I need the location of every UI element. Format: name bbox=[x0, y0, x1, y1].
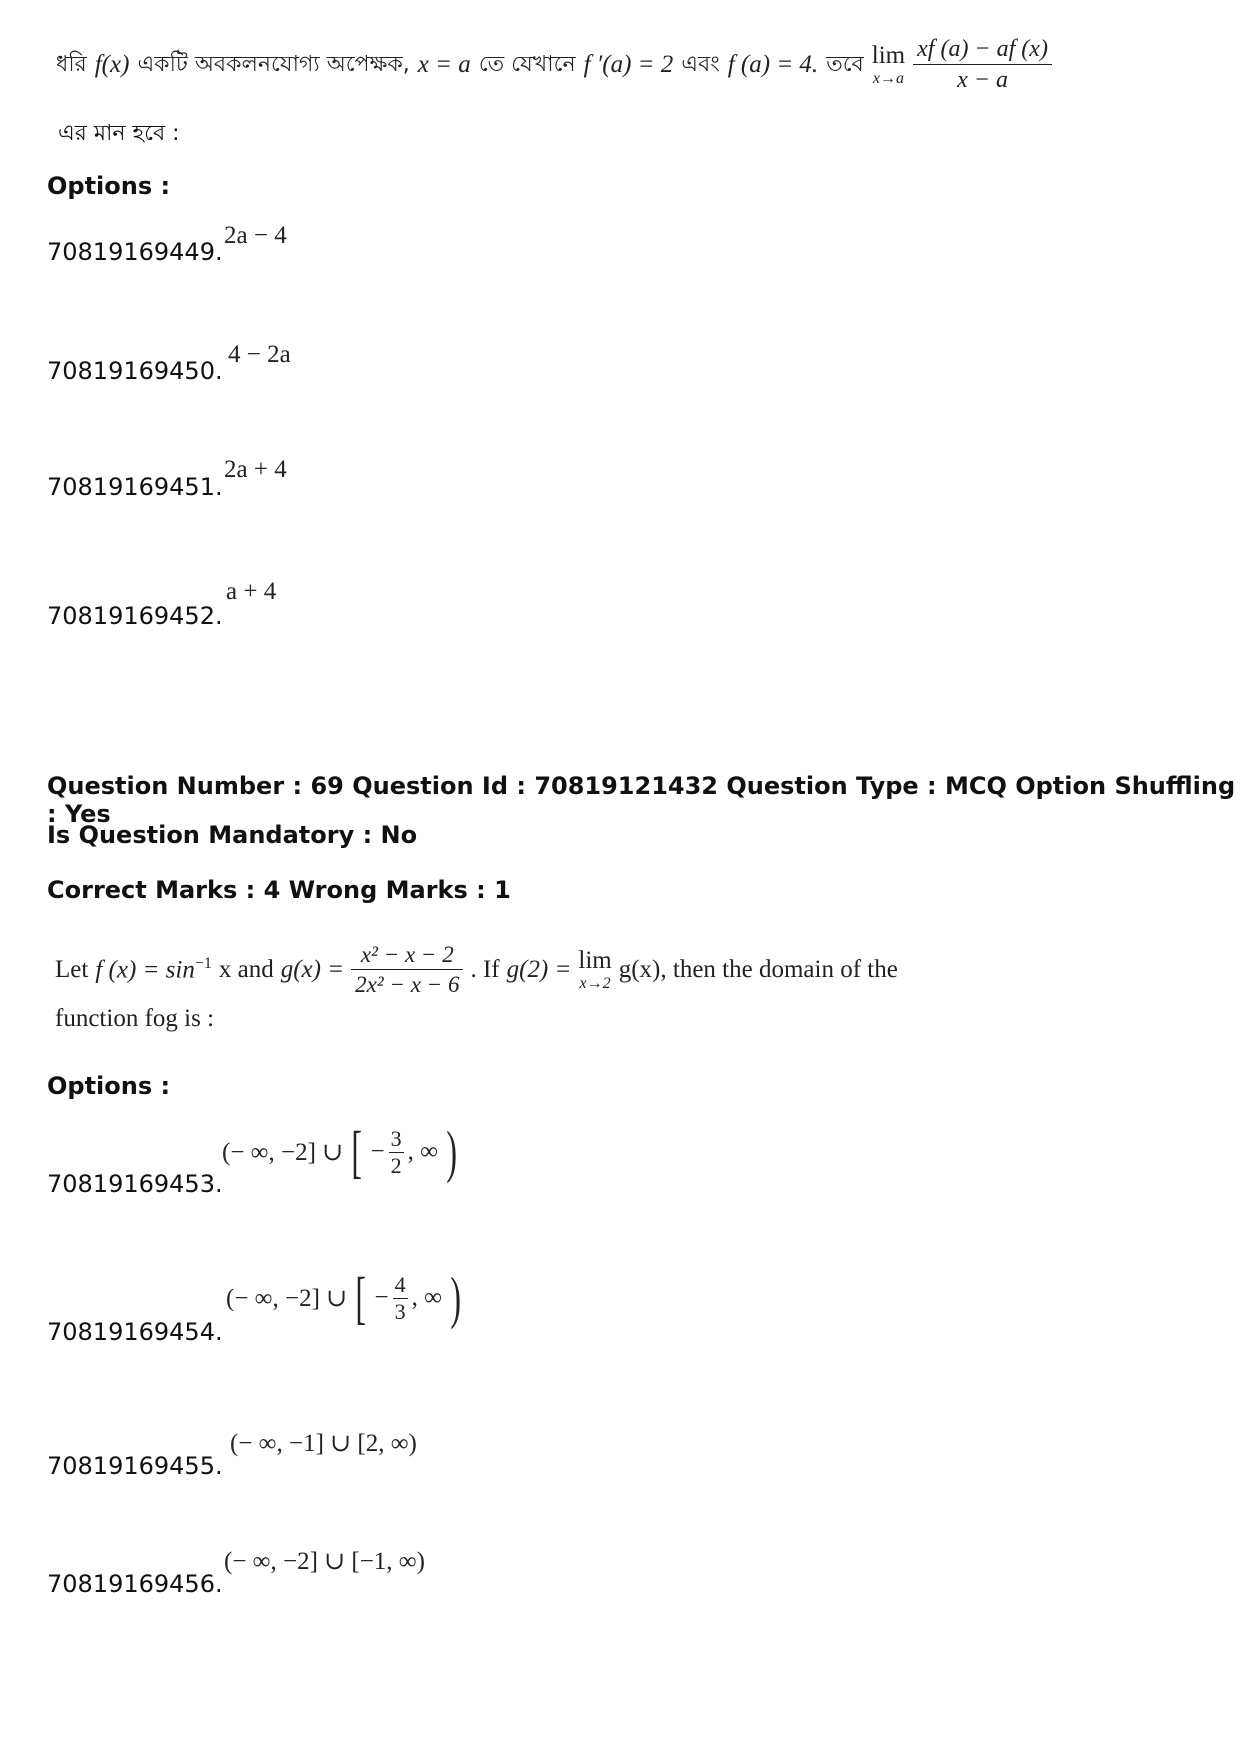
q68-stem-prefix: ধরি bbox=[56, 51, 87, 77]
q68-lim-sub: x→a bbox=[872, 69, 904, 87]
q68-stem-line2: এর মান হবে : bbox=[58, 121, 180, 146]
q69-option-3-id: 70819169455. bbox=[47, 1452, 223, 1480]
q68-limit bbox=[872, 42, 905, 87]
q68-lim-word: lim bbox=[871, 42, 906, 70]
q69-lim-word: lim bbox=[578, 947, 612, 975]
q68-option-4-text[interactable]: a + 4 bbox=[226, 578, 277, 605]
q69-option-2-frac bbox=[393, 1272, 408, 1324]
q69-option-2-frac-den: 3 bbox=[394, 1298, 406, 1324]
q69-option-1-lbracket: [ bbox=[351, 1119, 363, 1184]
q68-options-label: Options : bbox=[47, 172, 171, 200]
q69-option-1-frac bbox=[389, 1126, 404, 1178]
q68-stem-fpa: f ′(a) = 2 bbox=[583, 51, 674, 78]
q69-option-2-text[interactable] bbox=[226, 1262, 465, 1334]
q68-stem-xa: x = a bbox=[417, 51, 471, 78]
q69-stem-if: . If bbox=[470, 956, 500, 983]
q69-option-2-frac-num: 4 bbox=[394, 1272, 406, 1298]
q69-option-4-text[interactable]: (− ∞, −2] ∪ [−1, ∞) bbox=[224, 1548, 425, 1575]
q69-option-1-left: (− ∞, −2] ∪ bbox=[222, 1139, 344, 1166]
q69-option-1-minus: − bbox=[370, 1138, 385, 1165]
q69-option-2-minus: − bbox=[374, 1284, 389, 1311]
q68-stem-mid1: একটি অবকলনযোগ্য অপেক্ষক, bbox=[137, 51, 410, 77]
q69-option-2-id: 70819169454. bbox=[47, 1318, 223, 1346]
q69-option-1-text[interactable] bbox=[222, 1116, 461, 1188]
q69-meta-line1: Question Number : 69 Question Id : 70819121432 Question Type : MCQ Option Shuffling : Yes bbox=[47, 772, 1236, 828]
q69-option-2-left: (− ∞, −2] ∪ bbox=[226, 1285, 348, 1312]
q69-g-den: 2x² − x − 6 bbox=[355, 972, 460, 997]
q68-option-3-text[interactable]: 2a + 4 bbox=[224, 456, 287, 483]
q68-fraction bbox=[913, 36, 1052, 94]
q69-option-1-right: , ∞ bbox=[407, 1138, 438, 1165]
q69-option-3-text[interactable]: (− ∞, −1] ∪ [2, ∞) bbox=[230, 1430, 417, 1457]
q69-lim-sub: x→2 bbox=[579, 974, 611, 992]
q69-stem-sup: −1 bbox=[194, 955, 212, 973]
q68-option-4-id: 70819169452. bbox=[47, 602, 223, 630]
q69-stem-f-text: f (x) = sin bbox=[95, 956, 195, 984]
q69-options-label: Options : bbox=[47, 1072, 171, 1100]
q69-stem-g: g(x) = bbox=[280, 956, 345, 983]
q69-option-1-id: 70819169453. bbox=[47, 1170, 223, 1198]
q69-meta-line2: Is Question Mandatory : No bbox=[47, 821, 418, 849]
q69-stem-gx: g(x), then the domain of the bbox=[618, 956, 898, 983]
q69-stem-line1 bbox=[55, 932, 898, 1008]
q69-option-2-lbracket: [ bbox=[355, 1265, 367, 1330]
q69-stem-g2: g(2) = bbox=[506, 956, 572, 983]
q69-stem-line2: function fog is : bbox=[55, 1005, 215, 1032]
q69-option-1-frac-den: 2 bbox=[390, 1152, 402, 1178]
q69-option-1-frac-num: 3 bbox=[390, 1126, 402, 1152]
q69-stem-f bbox=[95, 955, 212, 984]
q68-frac-num: xf (a) − af (x) bbox=[913, 36, 1052, 65]
q68-option-3-id: 70819169451. bbox=[47, 473, 223, 501]
q69-g-fraction bbox=[351, 942, 463, 998]
q69-option-2-rparen: ) bbox=[450, 1265, 461, 1330]
q68-stem-fx: f(x) bbox=[94, 51, 130, 78]
q69-stem-let: Let bbox=[55, 956, 89, 983]
q69-option-2-right: , ∞ bbox=[411, 1284, 442, 1311]
q69-stem-x-and: x and bbox=[218, 956, 274, 983]
q69-option-4-id: 70819169456. bbox=[47, 1570, 223, 1598]
q69-limit bbox=[578, 947, 611, 992]
q68-option-1-text[interactable]: 2a − 4 bbox=[224, 222, 287, 249]
q69-option-1-rparen: ) bbox=[446, 1119, 457, 1184]
q68-stem-then: তবে bbox=[826, 51, 864, 77]
q68-frac-den: x − a bbox=[957, 67, 1008, 93]
q68-stem-mid2: তে যেখানে bbox=[478, 51, 576, 77]
q68-stem-fa: f (a) = 4. bbox=[727, 51, 819, 78]
q68-stem-line1 bbox=[56, 30, 1052, 100]
q68-option-1-id: 70819169449. bbox=[47, 238, 223, 266]
q68-stem-and: এবং bbox=[681, 51, 720, 77]
q69-meta-line3: Correct Marks : 4 Wrong Marks : 1 bbox=[47, 876, 511, 904]
q69-g-num: x² − x − 2 bbox=[351, 942, 463, 970]
q68-option-2-id: 70819169450. bbox=[47, 357, 223, 385]
q68-option-2-text[interactable]: 4 − 2a bbox=[228, 341, 291, 368]
